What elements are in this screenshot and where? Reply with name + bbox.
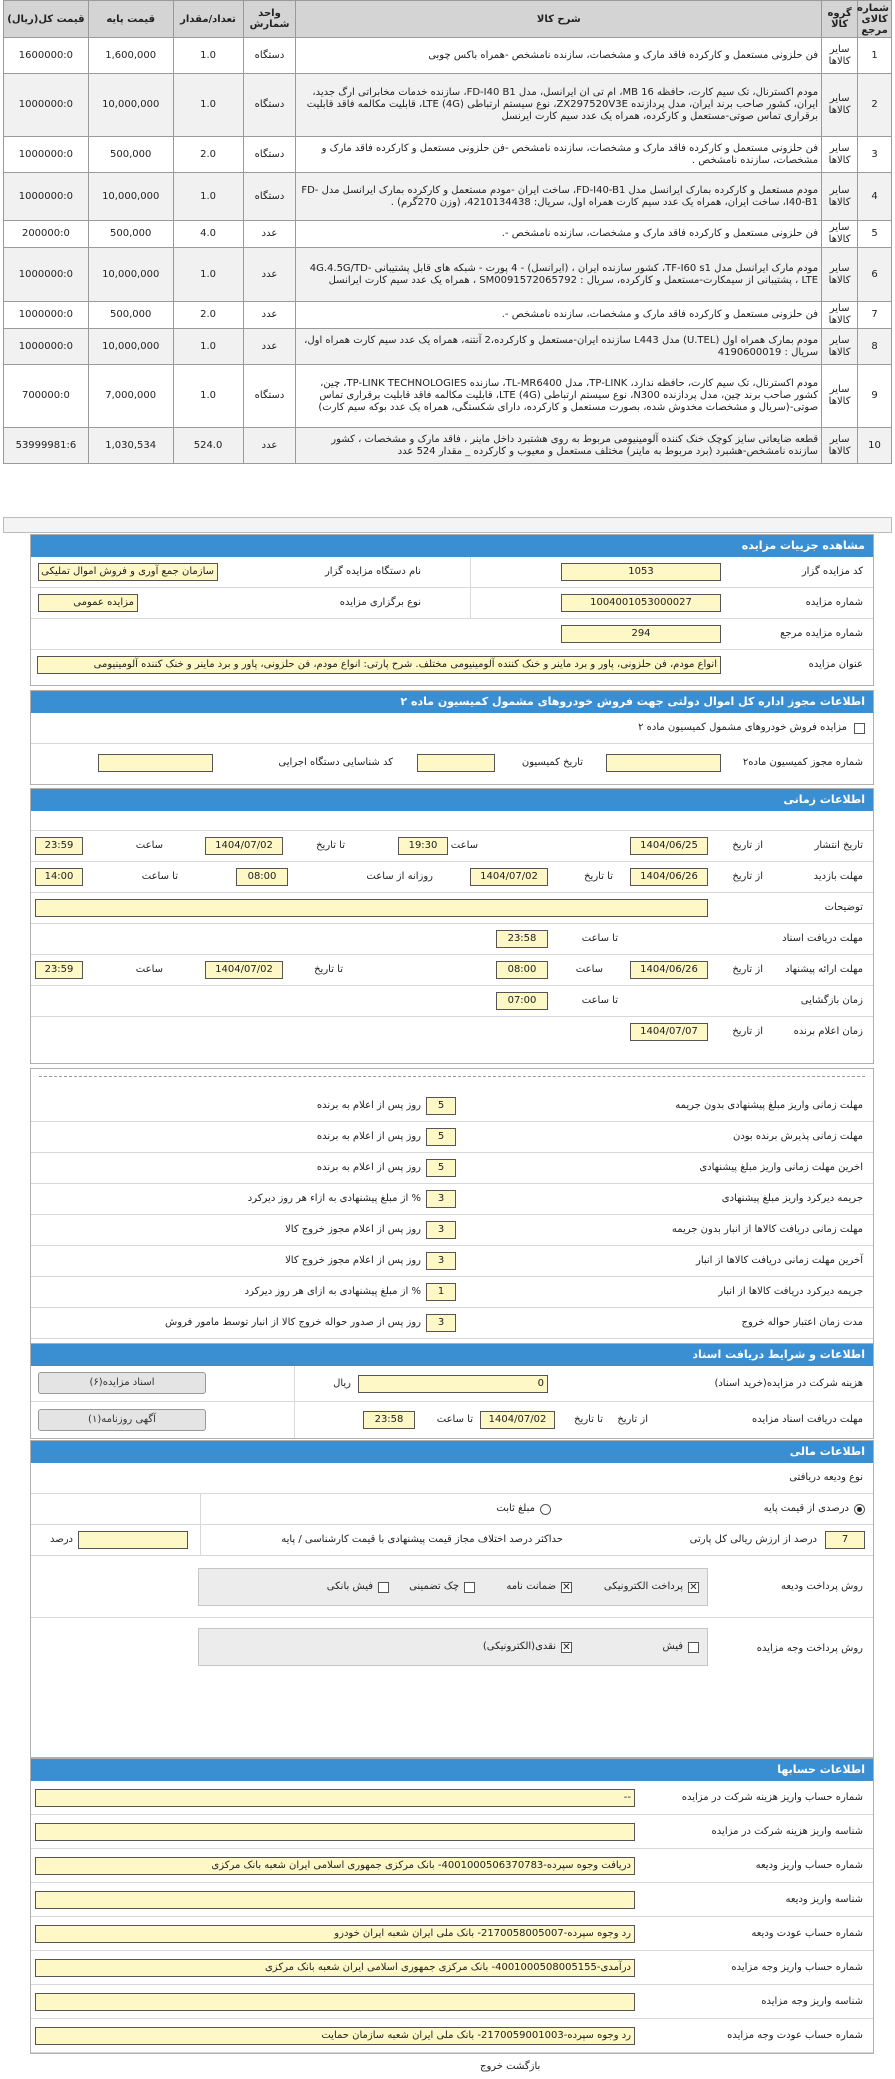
account-row (31, 1849, 873, 1883)
commission-date-field[interactable] (417, 754, 495, 772)
payment-slip-checkbox[interactable] (688, 1642, 699, 1653)
doc-fee-field[interactable]: 0 (358, 1375, 548, 1393)
type-label: نوع برگزاری مزایده (339, 597, 421, 608)
account-label: شماره حساب عودت وجه مزایده (727, 2030, 863, 2041)
account-label: شماره حساب عودت ودیعه (751, 1928, 863, 1939)
account-label: شناسه واریز وجه مزایده (761, 1996, 863, 2007)
cell-description: فن حلزونی مستعمل و کارکرده فاقد مارک و مشخصات، سازنده نامشخص -. (296, 302, 822, 329)
cell-qty: 524.0 (173, 428, 243, 464)
deadline-row (31, 1246, 873, 1277)
offer-to-label: تا تاریخ (314, 964, 343, 975)
account-row (31, 1781, 873, 1815)
auction-title-field[interactable]: انواع مودم، فن حلزونی، پاور و برد ماینر و خنک کننده آلومینیومی مختلف. شرح پارتی: انواع مودم، فن حلزونی، پاور و برد ماینر و خنک کننده آلومینیومی (37, 656, 721, 674)
account-value-field[interactable]: درآمدی-4001000508005155- بانک مرکزی جمهوری اسلامی ایران شعبه بانک مرکزی (35, 1959, 635, 1977)
method-electronic-checkbox[interactable]: ✕ (689, 1582, 698, 1593)
method-guarantee-checkbox[interactable]: ✕ (562, 1582, 571, 1593)
cell-qty: 1.0 (173, 173, 243, 221)
cell-unit: عدد (243, 248, 296, 302)
cell-total-price: 200000:0 (4, 221, 89, 248)
cell-group: سایر کالاها (822, 221, 858, 248)
documents-panel (30, 1343, 874, 1439)
number-label: شماره مزایده (805, 597, 863, 608)
deadline-row (31, 1277, 873, 1308)
notes-label: توضیحات (824, 902, 863, 913)
row-winner (31, 1017, 873, 1048)
cell-base-price: 500,000 (88, 137, 173, 173)
payment-electronic-checkbox[interactable]: ✕ (562, 1642, 571, 1653)
offer-from-time[interactable]: 08:00 (496, 961, 548, 979)
cell-base-price: 500,000 (88, 221, 173, 248)
cell-qty: 1.0 (173, 38, 243, 74)
cell-qty: 2.0 (173, 137, 243, 173)
deadline-value-field[interactable]: 3 (426, 1252, 456, 1270)
cell-unit: دستگاه (243, 38, 296, 74)
publish-label: تاریخ انتشار (814, 840, 863, 851)
cell-total-price: 1000000:0 (4, 302, 89, 329)
deposit-percent-unit: درصد از ارزش ریالی کل پارتی (689, 1534, 817, 1545)
doc-fee-label: هزینه شرکت در مزایده(خرید اسناد) (714, 1378, 863, 1389)
publish-from-date[interactable]: 1404/06/25 (630, 837, 708, 855)
cell-base-price: 1,030,534 (88, 428, 173, 464)
deadline-label: مهلت زمانی واریز مبلغ پیشنهادی بدون جریمه (675, 1100, 863, 1111)
doc-to-time-label: تا ساعت (581, 933, 618, 944)
auction-details-header: مشاهده جزییات مزایده (31, 535, 873, 557)
commission-panel (30, 690, 874, 785)
table-row (4, 74, 892, 137)
winner-date[interactable]: 1404/07/07 (630, 1023, 708, 1041)
table-row (4, 302, 892, 329)
row-opening (31, 986, 873, 1017)
deadline-unit: روز پس از اعلام به برنده (316, 1162, 421, 1173)
deadline-label: مدت زمان اعتبار حواله خروج (741, 1317, 863, 1328)
publish-to-date[interactable]: 1404/07/02 (205, 837, 283, 855)
commission-date-label: تاریخ کمیسیون (521, 757, 583, 768)
cell-base-price: 10,000,000 (88, 74, 173, 137)
row-doc-deadline (31, 1402, 873, 1438)
cell-ref-number: 4 (858, 173, 892, 221)
commission-header: اطلاعات مجوز اداره کل اموال دولتی جهت فروش خودروهای مشمول کمیسیون ماده ۲ (31, 691, 873, 713)
row-offer (31, 955, 873, 986)
opening-to-time-label: تا ساعت (581, 995, 618, 1006)
cell-group: سایر کالاها (822, 173, 858, 221)
account-label: شماره حساب واریز ودیعه (755, 1860, 863, 1871)
percent-radio[interactable] (854, 1504, 865, 1515)
max-diff-field[interactable] (78, 1531, 188, 1549)
account-label: شماره حساب واریز وجه مزایده (731, 1962, 863, 1973)
col-total-price: قیمت کل(ریال) (4, 1, 89, 38)
account-value-field[interactable]: رد وجوه سپرده-2170058005007- بانک ملی ایران شعبه ایران خودرو (35, 1925, 635, 1943)
deadline-unit: روز پس از صدور حواله خروج کالا از انبار توسط مامور فروش (165, 1317, 421, 1328)
visit-from-date[interactable]: 1404/06/26 (630, 868, 708, 886)
cell-base-price: 500,000 (88, 302, 173, 329)
visit-daily-label: روزانه از ساعت (366, 871, 433, 882)
code-label: کد مزایده گزار (801, 566, 863, 577)
cell-description: مودم مارک ایرانسل مدل TF-I60 s1، کشور سازنده ایران ، (ایرانسل) - 4 پورت - شبکه های قابل پشتیبانی 4G.4.5G/TD-LTE ، پشتیبانی از سیمکارت-مستعمل و کارکرده، سریال : SM0091572065792 ، همراه یک عدد سیم کارت ایرانسل (296, 248, 822, 302)
cell-ref-number: 7 (858, 302, 892, 329)
cell-base-price: 10,000,000 (88, 248, 173, 302)
offer-to-date[interactable]: 1404/07/02 (205, 961, 283, 979)
account-value-field[interactable] (35, 1993, 635, 2011)
doc-deadline-label: مهلت دریافت اسناد (782, 933, 863, 944)
deadline-value-field[interactable]: 3 (426, 1221, 456, 1239)
visit-to-date[interactable]: 1404/07/02 (470, 868, 548, 886)
cell-group: سایر کالاها (822, 38, 858, 74)
horizontal-scrollbar[interactable] (3, 517, 892, 533)
cell-qty: 2.0 (173, 302, 243, 329)
deadline-unit: روز پس از اعلام به برنده (316, 1100, 421, 1111)
table-row (4, 173, 892, 221)
doc-from-label: از تاریخ (617, 1414, 648, 1425)
method-check-label: چک تضمینی (409, 1581, 459, 1592)
row-deposit-radio (31, 1494, 873, 1525)
deadline-value-field[interactable]: 5 (426, 1128, 456, 1146)
account-row (31, 1951, 873, 1985)
cell-unit: عدد (243, 428, 296, 464)
row-notes (31, 893, 873, 924)
cell-group: سایر کالاها (822, 428, 858, 464)
deadline-row (31, 1184, 873, 1215)
table-row (4, 329, 892, 365)
cell-qty: 1.0 (173, 365, 243, 428)
row-percent (31, 1525, 873, 1556)
cell-group: سایر کالاها (822, 302, 858, 329)
auctioneer-code-field[interactable]: 1053 (561, 563, 721, 581)
publish-to-time-label: ساعت (135, 840, 163, 851)
col-description: شرح کالا (296, 1, 822, 38)
row-auctioneer (31, 557, 873, 588)
back-link[interactable]: بازگشت (506, 2061, 541, 2072)
publish-to-label: تا تاریخ (316, 840, 345, 851)
cell-qty: 1.0 (173, 248, 243, 302)
row-number (31, 588, 873, 619)
method-slip-checkbox[interactable] (378, 1582, 389, 1593)
accounts-panel (30, 1758, 874, 2054)
row-doc-fee (31, 1366, 873, 1402)
doc-to-date[interactable]: 1404/07/02 (480, 1411, 555, 1429)
deadline-row (31, 1122, 873, 1153)
cell-description: مودم اکسترنال، تک سیم کارت، حافظه MB 16، ام تی ان ایرانسل، مدل FD-I40 B1، سازنده خدمات مخابراتی ارگ جدید، ایران، کشور صاحب برند ایران، مدل پردازنده ZX297520V3E، نوع سیستم ارتباطی (LTE (4G، قابلیت مکالمه فاقد قابلیت برقراری تماس صوتی-مستعمل و کارکرده، همراه یک عدد سیم کارت ایرنسل (296, 74, 822, 137)
opening-time[interactable]: 07:00 (496, 992, 548, 1010)
permit-number-field[interactable] (606, 754, 721, 772)
cell-ref-number: 1 (858, 38, 892, 74)
payment-method-label: روش پرداخت وجه مزایده (756, 1643, 863, 1654)
deadline-label: مهلت زمانی دریافت کالاها از انبار بدون جریمه (671, 1224, 863, 1235)
visit-label: مهلت بازدید (813, 871, 863, 882)
cell-ref-number: 10 (858, 428, 892, 464)
visit-to-time-label: تا ساعت (141, 871, 178, 882)
exit-link[interactable]: خروج (480, 2061, 503, 2072)
row-payment-method (31, 1618, 873, 1680)
row-deposit-type (31, 1463, 873, 1494)
cell-ref-number: 5 (858, 221, 892, 248)
footer-links (480, 2061, 540, 2072)
ref-number-field[interactable]: 294 (561, 625, 721, 643)
cell-total-price: 700000:0 (4, 365, 89, 428)
cell-description: فن حلزونی مستعمل و کارکرده فاقد مارک و مشخصات، سازنده نامشخص -فن حلزونی مستعمل و کارکرده فاقد مارک و مشخصات، سازنده نامشخص . (296, 137, 822, 173)
cell-unit: دستگاه (243, 137, 296, 173)
cell-description: مودم مستعمل و کارکرده بمارک ایرانسل مدل FD-I40-B1، ساخت ایران -مودم مستعمل و کارکرده بمارک ایرانسل مدل FD-I40-B1، ساخت ایران، همراه یک عدد سیم کارت همراه اول، سریال: 4210134438، (وزن 270گرم) . (296, 173, 822, 221)
offer-from-label: از تاریخ (732, 964, 763, 975)
cell-unit: عدد (243, 302, 296, 329)
commission-checkbox[interactable] (854, 723, 865, 734)
account-value-field[interactable]: دریافت وجوه سپرده-4001000506370783- بانک مرکزی جمهوری اسلامی ایران شعبه بانک مرکزی (35, 1857, 635, 1875)
cell-total-price: 53999981:6 (4, 428, 89, 464)
fixed-radio[interactable] (540, 1504, 551, 1515)
deadline-row (31, 1153, 873, 1184)
table-row (4, 248, 892, 302)
account-label: شناسه واریز ودیعه (785, 1894, 863, 1905)
publish-to-time[interactable]: 23:59 (35, 837, 83, 855)
row-commission-permit (31, 744, 873, 782)
cell-total-price: 1000000:0 (4, 173, 89, 221)
doc-fee-unit: ریال (333, 1378, 351, 1389)
payment-methods-group (198, 1628, 708, 1666)
visit-from-label: از تاریخ (732, 871, 763, 882)
deadline-label: آخرین مهلت زمانی دریافت کالاها از انبار (696, 1255, 863, 1266)
max-diff-unit: درصد (49, 1534, 73, 1545)
auction-details-panel (30, 534, 874, 686)
cell-total-price: 1000000:0 (4, 329, 89, 365)
cell-qty: 1.0 (173, 74, 243, 137)
visit-to-label: تا تاریخ (584, 871, 613, 882)
method-check-checkbox[interactable] (464, 1582, 475, 1593)
cell-qty: 4.0 (173, 221, 243, 248)
financial-panel (30, 1440, 874, 1758)
cell-ref-number: 2 (858, 74, 892, 137)
deposit-method-label: روش پرداخت ودیعه (780, 1581, 863, 1592)
deadline-unit: روز پس از اعلام به برنده (316, 1131, 421, 1142)
doc-deadline-time[interactable]: 23:58 (496, 930, 548, 948)
cell-group: سایر کالاها (822, 74, 858, 137)
cell-group: سایر کالاها (822, 329, 858, 365)
account-row (31, 1985, 873, 2019)
notes-field[interactable] (35, 899, 708, 917)
max-diff-label: حداکثر درصد اختلاف مجاز قیمت پیشنهادی با قیمت کارشناسی / پایه (281, 1534, 563, 1545)
publish-from-label: از تاریخ (732, 840, 763, 851)
cell-unit: دستگاه (243, 365, 296, 428)
ref-label: شماره مزایده مرجع (780, 628, 863, 639)
winner-label: زمان اعلام برنده (793, 1026, 863, 1037)
visit-daily-from[interactable]: 08:00 (236, 868, 288, 886)
org-label: نام دستگاه مزایده گزار (324, 566, 421, 577)
cell-ref-number: 9 (858, 365, 892, 428)
publish-time-label: ساعت (450, 840, 478, 851)
exec-id-field[interactable] (98, 754, 213, 772)
account-value-field[interactable]: رد وجوه سپرده-2170059001003- بانک ملی ایران شعبه سازمان حمایت (35, 2027, 635, 2045)
title-label: عنوان مزایده (808, 659, 863, 670)
deadline-label: جریمه دیرکرد دریافت کالاها از انبار (718, 1286, 863, 1297)
cell-ref-number: 6 (858, 248, 892, 302)
cell-base-price: 1,600,000 (88, 38, 173, 74)
visit-to-time[interactable]: 14:00 (35, 868, 83, 886)
cell-description: فن حلزونی مستعمل و کارکرده فاقد مارک و مشخصات، سازنده نامشخص -همراه باکس چوبی (296, 38, 822, 74)
deadline-unit: % از مبلغ پیشنهادی به ازای هر روز دیرکرد (244, 1286, 421, 1297)
documents-header: اطلاعات و شرایط دریافت اسناد (31, 1344, 873, 1366)
cell-unit: عدد (243, 221, 296, 248)
row-ref-number (31, 619, 873, 650)
offer-label: مهلت ارائه پیشنهاد (785, 964, 863, 975)
payment-slip-label: فیش (662, 1641, 683, 1652)
table-row (4, 137, 892, 173)
deadlines-panel (30, 1068, 874, 1350)
percent-radio-label: درصدی از قیمت پایه (763, 1503, 849, 1514)
accounts-header: اطلاعات حسابها (31, 1759, 873, 1781)
deadline-value-field[interactable]: 1 (426, 1283, 456, 1301)
cell-total-price: 1000000:0 (4, 248, 89, 302)
financial-header: اطلاعات مالی (31, 1441, 873, 1463)
dashed-separator (39, 1076, 865, 1077)
offer-to-time[interactable]: 23:59 (35, 961, 83, 979)
table-row (4, 221, 892, 248)
offer-to-time-label: ساعت (135, 964, 163, 975)
account-row (31, 2019, 873, 2053)
col-base-price: قیمت پایه (88, 1, 173, 38)
table-row (4, 38, 892, 74)
method-slip-label: فیش بانکی (326, 1581, 373, 1592)
payment-electronic-label: نقدی(الکترونیکی) (482, 1641, 556, 1652)
offer-from-date[interactable]: 1404/06/26 (630, 961, 708, 979)
cell-base-price: 10,000,000 (88, 173, 173, 221)
method-electronic-label: پرداخت الکترونیکی (603, 1581, 683, 1592)
col-group: گروه کالا (822, 1, 858, 38)
deposit-type-label: نوع ودیعه دریافتی (789, 1472, 863, 1483)
doc-deadline2-label: مهلت دریافت اسناد مزایده (752, 1414, 863, 1425)
account-value-field[interactable] (35, 1891, 635, 1909)
table-row (4, 365, 892, 428)
permit-label: شماره مجوز کمیسیون ماده۲ (742, 757, 863, 768)
col-qty: تعداد/مقدار (173, 1, 243, 38)
deadline-value-field[interactable]: 3 (426, 1190, 456, 1208)
col-ref-number: شماره کالای مرجع (858, 1, 892, 38)
account-value-field[interactable] (35, 1823, 635, 1841)
deposit-percent-field[interactable]: 7 (825, 1531, 865, 1549)
cell-ref-number: 3 (858, 137, 892, 173)
cell-total-price: 1600000:0 (4, 38, 89, 74)
commission-checkbox-label: مزایده فروش خودروهای مشمول کمیسیون ماده ۲ (638, 722, 847, 733)
doc-to-time[interactable]: 23:58 (363, 1411, 415, 1429)
exec-id-label: کد شناسایی دستگاه اجرایی (278, 757, 393, 768)
deadline-value-field[interactable]: 5 (426, 1159, 456, 1177)
cell-description: مودم اکسترنال، تک سیم کارت، حافظه ندارد، TP-LINK، مدل TL-MR6400، سازنده TP-LINK TECHNOLOGIES، چین، کشور صاحب برند چین، مدل پردازنده N300، نوع سیستم ارتباطی (LTE (4G، قابلیت مکالمه فاقد قابلیت برقراری تماس صوتی-(سریال و مشخصات مخدوش شده، بصورت مستعمل و کارکرده، دارای شکستگی، همراه یک عدد بوکه سیم کارت) (296, 365, 822, 428)
winner-from-label: از تاریخ (732, 1026, 763, 1037)
row-deposit-method (31, 1556, 873, 1618)
cell-unit: عدد (243, 329, 296, 365)
cell-description: فن حلزونی مستعمل و کارکرده فاقد مارک و مشخصات، سازنده نامشخص -. (296, 221, 822, 248)
cell-total-price: 1000000:0 (4, 137, 89, 173)
method-guarantee-label: ضمانت نامه (506, 1581, 556, 1592)
auction-docs-button[interactable]: اسناد مزایده(۶) (38, 1372, 206, 1394)
cell-unit: دستگاه (243, 74, 296, 137)
auction-number-field[interactable]: 1004001053000027 (561, 594, 721, 612)
opening-label: زمان بازگشایی (800, 995, 863, 1006)
items-table (3, 0, 892, 464)
cell-base-price: 10,000,000 (88, 329, 173, 365)
deadline-unit: % از مبلغ پیشنهادی به ازاء هر روز دیرکرد (247, 1193, 421, 1204)
row-commission-checkbox (31, 713, 873, 744)
newspaper-ad-button[interactable]: آگهی روزنامه(۱) (38, 1409, 206, 1431)
cell-group: سایر کالاها (822, 365, 858, 428)
deadline-row (31, 1308, 873, 1339)
account-row (31, 1883, 873, 1917)
doc-to-label: تا تاریخ (574, 1414, 603, 1425)
deadline-label: جریمه دیرکرد واریز مبلغ پیشنهادی (721, 1193, 863, 1204)
col-unit: واحد شمارش (243, 1, 296, 38)
deadline-unit: روز پس از اعلام مجوز خروج کالا (285, 1224, 421, 1235)
cell-description: قطعه ضایعاتی سایز کوچک خنک کننده آلومینیومی مربوط به روی هشتبرد داخل ماینر ، فاقد مارک و مشخصات ، کشور سازنده نامشخص-هشبرد (برد مربوط به ماینر) مختلف مستعمل و معیوب و کارکرده _ مقدار 524 عدد (296, 428, 822, 464)
timing-panel (30, 788, 874, 1064)
deadline-label: اخرین مهلت زمانی واریز مبلغ پیشنهادی (699, 1162, 863, 1173)
row-publish (31, 831, 873, 862)
account-row (31, 1917, 873, 1951)
auctioneer-org-field[interactable]: سازمان جمع آوری و فروش اموال تملیکی (38, 563, 218, 581)
account-label: شماره حساب واریز هزینه شرکت در مزایده (681, 1792, 863, 1803)
deadline-row (31, 1215, 873, 1246)
cell-group: سایر کالاها (822, 137, 858, 173)
row-visit (31, 862, 873, 893)
doc-time-label: تا ساعت (436, 1414, 473, 1425)
offer-time-label: ساعت (575, 964, 603, 975)
cell-unit: دستگاه (243, 173, 296, 221)
deadline-value-field[interactable]: 3 (426, 1314, 456, 1332)
account-value-field[interactable]: -- (35, 1789, 635, 1807)
cell-ref-number: 8 (858, 329, 892, 365)
items-header-row (4, 1, 892, 38)
fixed-radio-label: مبلغ ثابت (496, 1503, 535, 1514)
account-label: شناسه واریز هزینه شرکت در مزایده (711, 1826, 863, 1837)
table-row (4, 428, 892, 464)
account-row (31, 1815, 873, 1849)
row-title (31, 650, 873, 681)
cell-base-price: 7,000,000 (88, 365, 173, 428)
timing-header: اطلاعات زمانی (31, 789, 873, 811)
cell-total-price: 1000000:0 (4, 74, 89, 137)
cell-description: مودم بمارک همراه اول (U.TEL) مدل L443 سازنده ایران-مستعمل و کارکرده،2 آنتنه، همراه یک عدد سیم کارت همراه اول، سریال : 4190600019 (296, 329, 822, 365)
deadline-label: مهلت زمانی پذیرش برنده بودن (732, 1131, 863, 1142)
row-doc-deadline (31, 924, 873, 955)
cell-qty: 1.0 (173, 329, 243, 365)
auction-type-field[interactable]: مزایده عمومی (38, 594, 138, 612)
deadline-value-field[interactable]: 5 (426, 1097, 456, 1115)
cell-group: سایر کالاها (822, 248, 858, 302)
deposit-methods-group (198, 1568, 708, 1606)
deadline-unit: روز پس از اعلام مجوز خروج کالا (285, 1255, 421, 1266)
publish-from-time[interactable]: 19:30 (398, 837, 448, 855)
deadline-row (31, 1091, 873, 1122)
